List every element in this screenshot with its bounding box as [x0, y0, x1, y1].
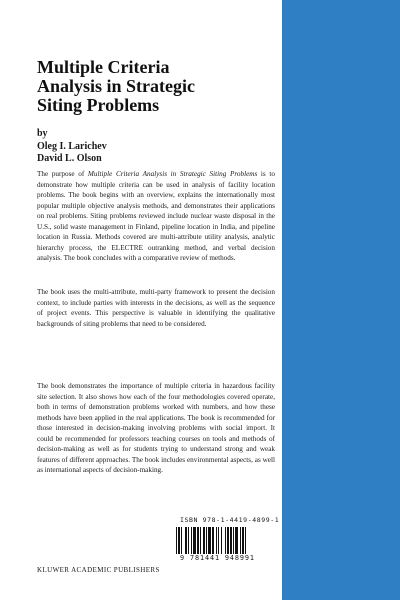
description-paragraph — [37, 169, 275, 264]
barcode-bar — [245, 527, 246, 554]
barcode-bar — [230, 527, 232, 554]
barcode-bar — [197, 527, 199, 554]
isbn-label: ISBN 978-1-4419-4899-1 — [180, 516, 280, 524]
blue-spine-band — [282, 0, 400, 600]
barcode-bar — [233, 527, 234, 554]
title-line: Siting Problems — [37, 95, 160, 115]
author-name: David L. Olson — [37, 153, 102, 164]
barcode-bar — [178, 527, 180, 554]
book-title — [37, 58, 277, 115]
barcode-bar — [193, 527, 196, 554]
barcode-number: 9 781441 948991 — [180, 554, 255, 562]
by-label: by — [37, 128, 48, 139]
barcode-bar — [212, 527, 214, 554]
barcode-bar — [216, 527, 217, 554]
barcode-bar — [191, 527, 192, 554]
barcode-bar — [235, 527, 238, 554]
barcode-bar — [240, 527, 241, 554]
title-line: Analysis in Strategic — [37, 76, 196, 96]
barcode-bar — [218, 527, 219, 554]
publisher-name: KLUWER ACADEMIC PUBLISHERS — [37, 566, 160, 574]
book-title-italic: Multiple Criteria Analysis in Strategic Siting Problems — [87, 170, 258, 178]
para-body: is to demonstrate how multiple criteria can be used in analysis of facility location problems. The book begins with an overview, explains the internationally most popular multiple objective analysis methods, and demonstrates their applications on real problems. Siting problems reviewed include nuclear waste disposal in the U.S., solid waste management in Finland, pipeline location in India, and pipeline location in Russia. Methods covered are multi-attribute utility analysis, analytic hierarchy process, the ELECTRE outranking method, and verbal decision analysis. The book concludes with a comparative review of methods. — [37, 170, 275, 263]
description-paragraph: The book demonstrates the importance of multiple criteria in hazardous facility site selection. It also shows how each of the four methodologies covered operate, both in terms of demonstration problems worked with numbers, and how these methods have been applied in the real applications. The book is recommended for those interested in decision-making involving problems with social import. It could be recommended for professors teaching courses on tools and methods of decision-making as well as for students trying to understand strong and weak features of different approaches. The book includes environmental aspects, as well as international aspects of decision-making. — [37, 382, 275, 475]
barcode-bar — [176, 527, 177, 554]
barcode-bar — [200, 527, 201, 554]
barcode-bar — [208, 527, 211, 554]
para-lead: The purpose of — [37, 170, 88, 178]
author-name: Oleg I. Larichev — [37, 140, 107, 152]
barcode-bar — [203, 527, 205, 554]
barcode-bar — [206, 527, 207, 554]
barcode-bar — [242, 527, 244, 554]
barcode-bar — [225, 527, 226, 554]
barcode — [176, 527, 272, 554]
barcode-bar — [221, 527, 222, 554]
description-paragraph: The book uses the multi-attribute, multi-party framework to present the decision context, to include parties with interests in the decisions, as well as the sequence of project events. This perspective is valuable in identifying the qualitative backgrounds of siting problems that need to be considered. — [37, 288, 275, 328]
title-line: Multiple Criteria — [37, 57, 170, 77]
barcode-bar — [185, 527, 187, 554]
barcode-bar — [181, 527, 182, 554]
barcode-bar — [188, 527, 189, 554]
byline — [37, 128, 277, 166]
barcode-bar — [227, 527, 229, 554]
